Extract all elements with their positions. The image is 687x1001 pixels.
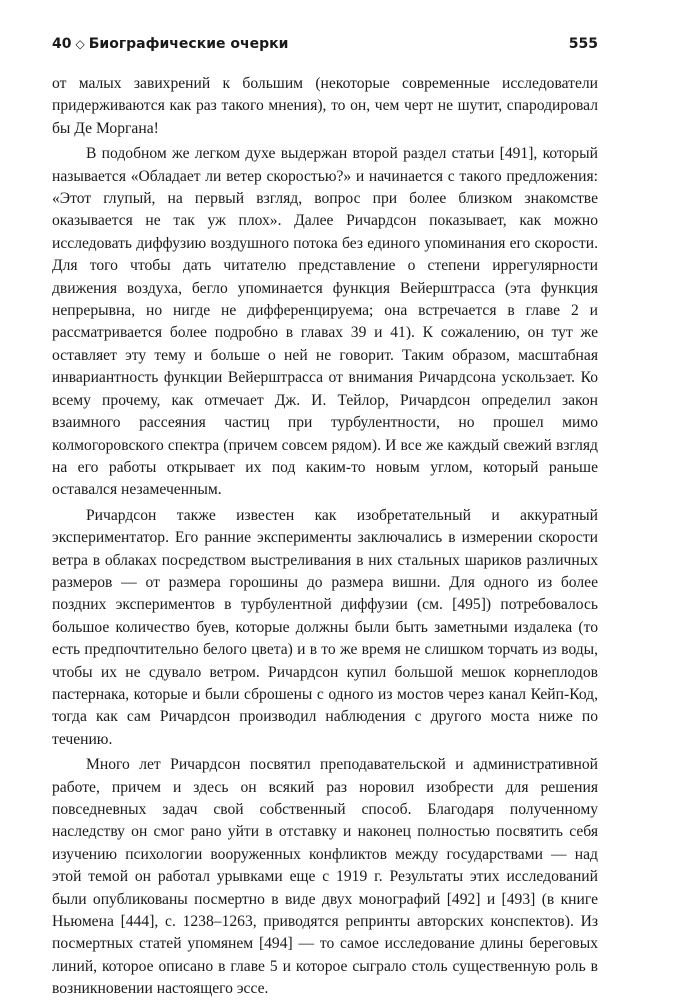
running-head: [52, 32, 598, 56]
book-page: [52, 32, 598, 1001]
paragraph: Много лет Ричардсон посвятил преподавательской и административной работе, причем и здесь он всякий раз норовил изобрести для решения повседневных задач свой собственный способ. Благодаря полученному наследству он смог рано уйти в отставку и наконец полностью посвятить себя изучению психологии вооруженных конфликтов между государствами — над этой темой он работал урывками еще с 1919 г. Результаты этих исследований были опубликованы посмертно в виде двух монографий [492] и [493] (в книге Ньюмена [444], с. 1238–1263, приводятся репринты авторских конспектов). Из посмертных статей упомянем [494] — то самое исследование длины береговых линий, которое описано в главе 5 и которое сыграло столь существенную роль в возникновении настоящего эссе.: [52, 756, 598, 998]
paragraph: В подобном же легком духе выдержан второй раздел статьи [491], который называется «Обладает ли ветер скоростью?» и начинается с такого предложения: «Этот глупый, на первый взгляд, вопрос при более близком знакомстве оказывается не так уж плох». Далее Ричардсон показывает, как можно исследовать диффузию воздушного потока без единого упоминания его скорости. Для того чтобы дать читателю представление о степени иррегулярности движения воздуха, бегло упоминается функция Вейерштрасса (эта функция непрерывна, но нигде не дифференцируема; она встречается в главе 2 и рассматривается более подробно в главах 39 и 41). К сожалению, он тут же оставляет эту тему и больше о ней не говорит. Таким образом, масштабная инвариантность функции Вейерштрасса от внимания Ричардсона ускользает. Ко всему прочему, как отмечает Дж. И. Тейлор, Ричардсон определил закон взаимного рассеяния частиц при турбулентности, но прошел мимо колмогоровского спектра (причем совсем рядом). И все же каждый свежий взгляд на его работы открывает их под каким-то новым углом, который раньше оставался незамеченным.: [52, 145, 598, 499]
running-head-left: [52, 32, 288, 56]
paragraph-continued: от малых завихрений к большим (некоторые современные исследователи придерживаются как раз такого мнения), то он, чем черт не шутит, спародировал бы Де Моргана!: [52, 75, 598, 137]
paragraph: Ричардсон также известен как изобретательный и аккуратный экспериментатор. Его ранние эксперименты заключались в измерении скорости ветра в облаках посредством выстреливания в них стальных шариков различных размеров — от размера горошины до размера вишни. Для одного из более поздних экспериментов в турбулентной диффузии (см. [495]) потребовалось большое количество буев, которые должны были быть заметными издалека (то есть предпочтительно белого цвета) и в то же время не слишком торчать из воды, чтобы их не сдувало ветром. Ричардсон купил большой мешок корнеплодов пастернака, которые и были сброшены с одного из мостов через канал Кейп-Код, тогда как сам Ричардсон производил наблюдения с другого моста ниже по течению.: [52, 506, 598, 748]
page-number: 555: [568, 36, 598, 52]
body-text: [52, 73, 598, 1001]
chapter-number: 40: [52, 36, 72, 52]
chapter-title: Биографические очерки: [88, 36, 289, 52]
diamond-icon: ◇: [75, 37, 85, 51]
